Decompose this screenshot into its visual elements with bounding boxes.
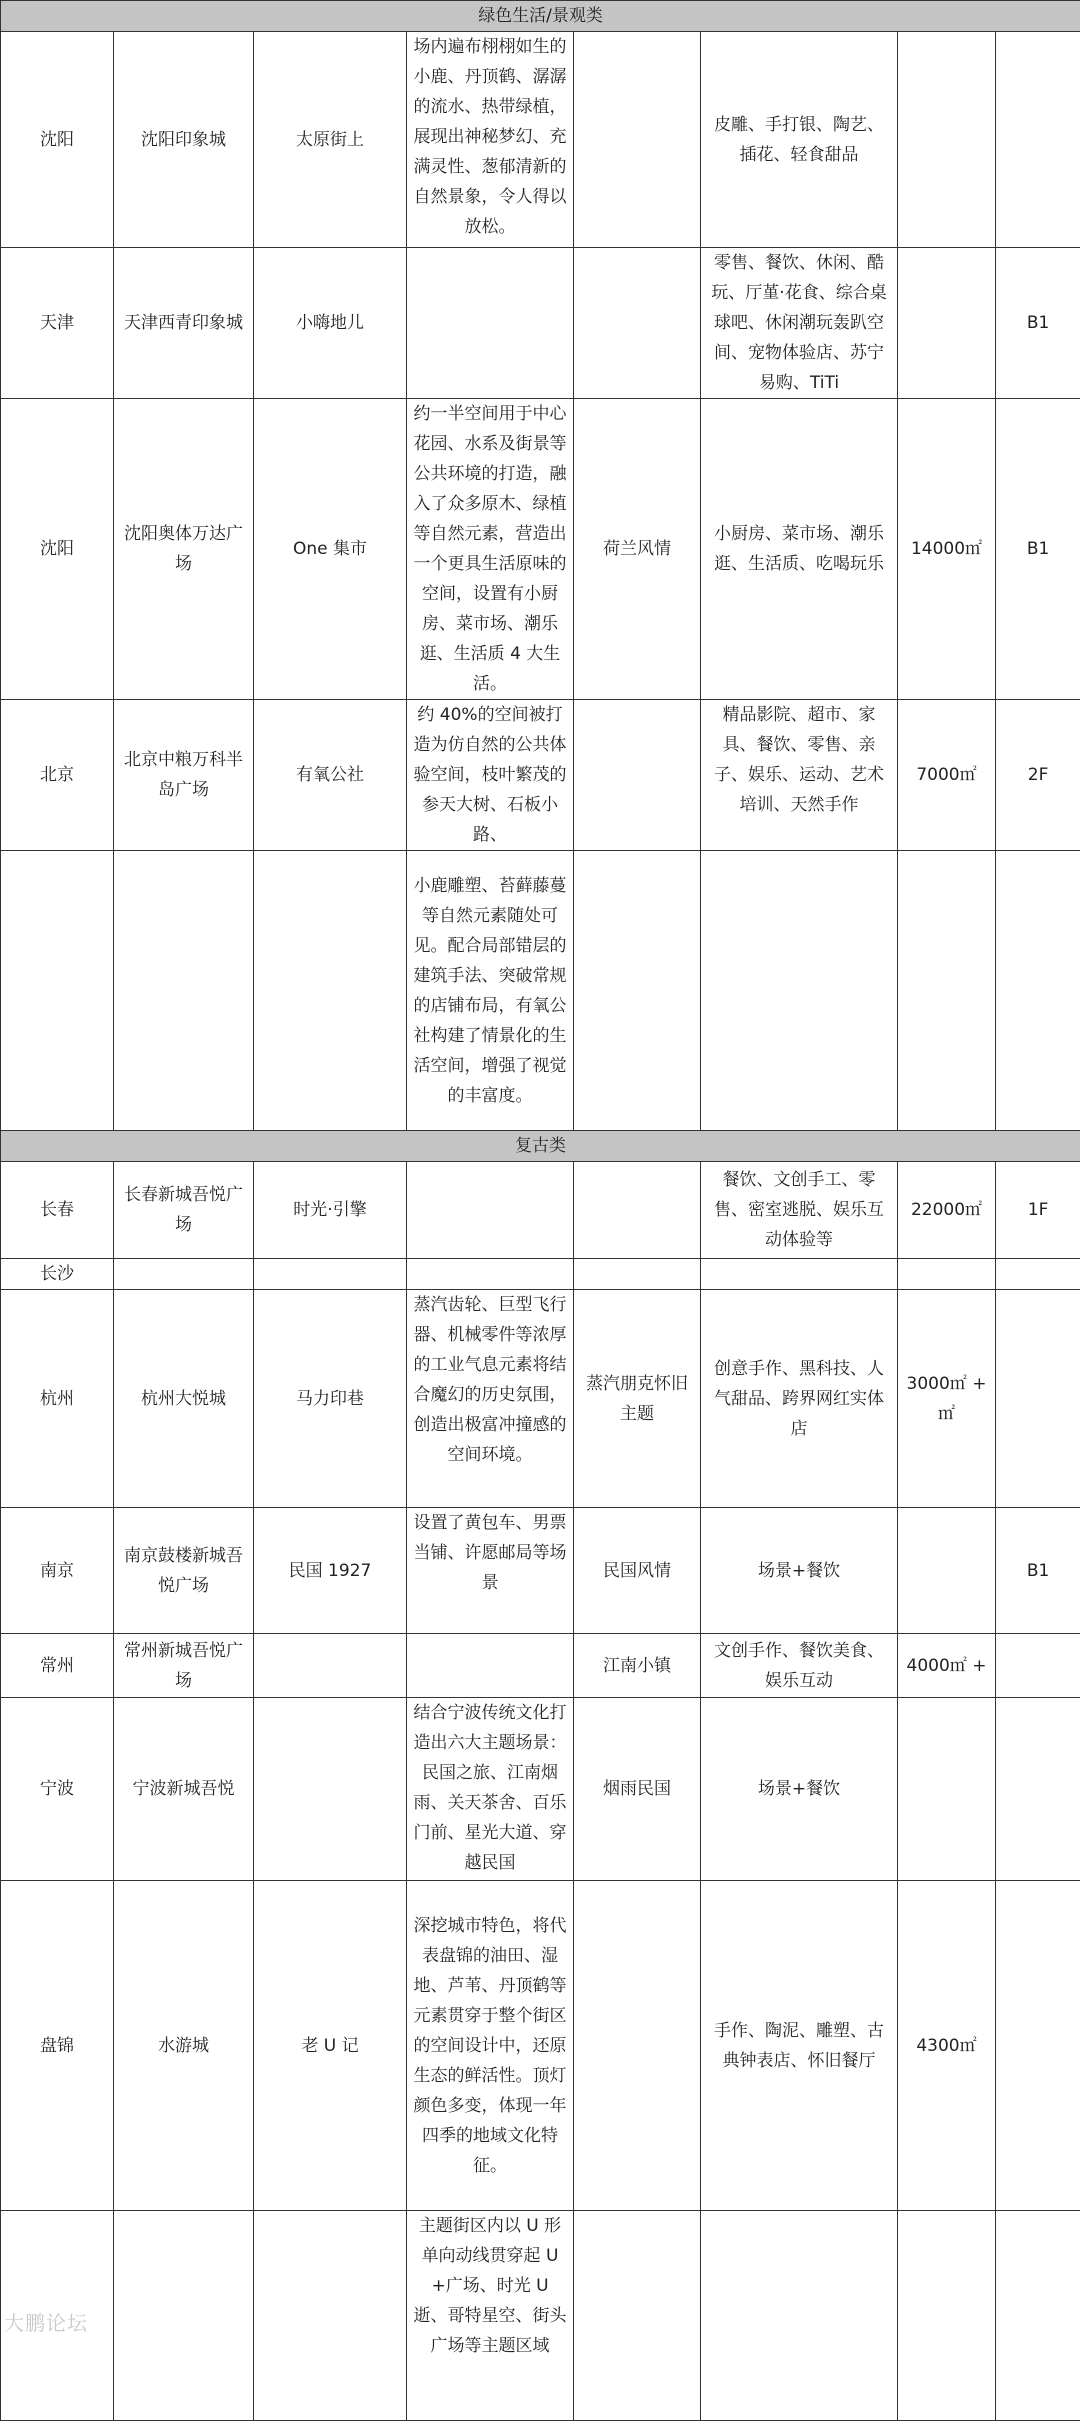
cell-theme xyxy=(574,1162,701,1259)
cell-theme: 荷兰风情 xyxy=(574,399,701,700)
cell-desc: 设置了黄包车、男票当铺、许愿邮局等场景 xyxy=(407,1508,574,1634)
cell-theme xyxy=(574,851,701,1131)
cell-theme xyxy=(574,32,701,248)
cell-block: 有氧公社 xyxy=(254,700,407,851)
table-row xyxy=(1,399,1080,700)
cell-floor xyxy=(996,1881,1080,2211)
cell-formats xyxy=(701,851,898,1131)
cell-desc: 约一半空间用于中心花园、水系及街景等公共环境的打造，融入了众多原木、绿植等自然元素，营造出一个更具生活原味的空间，设置有小厨房、菜市场、潮乐逛、生活质 4 大生活。 xyxy=(407,399,574,700)
cell-desc: 场内遍布栩栩如生的小鹿、丹顶鹤、潺潺的流水、热带绿植，展现出神秘梦幻、充满灵性、葱郁清新的自然景象，令人得以放松。 xyxy=(407,32,574,248)
cell-block xyxy=(254,1634,407,1698)
cell-area: 7000㎡ xyxy=(898,700,996,851)
table-row xyxy=(1,851,1080,1131)
cell-area xyxy=(898,1259,996,1290)
cell-mall: 宁波新城吾悦 xyxy=(114,1698,254,1881)
section-title: 复古类 xyxy=(1,1131,1080,1162)
cell-block: 民国 1927 xyxy=(254,1508,407,1634)
cell-floor xyxy=(996,2211,1080,2421)
watermark: 大鹏论坛 xyxy=(4,2307,88,2336)
cell-block xyxy=(254,1698,407,1881)
cell-area xyxy=(898,851,996,1131)
table-row xyxy=(1,1162,1080,1259)
cell-theme: 民国风情 xyxy=(574,1508,701,1634)
cell-block: One 集市 xyxy=(254,399,407,700)
cell-theme xyxy=(574,1881,701,2211)
cell-block: 时光·引擎 xyxy=(254,1162,407,1259)
cell-block xyxy=(254,2211,407,2421)
cell-formats: 场景+餐饮 xyxy=(701,1508,898,1634)
table-row xyxy=(1,32,1080,248)
cell-mall: 沈阳奥体万达广场 xyxy=(114,399,254,700)
cell-floor xyxy=(996,1634,1080,1698)
cell-formats: 场景+餐饮 xyxy=(701,1698,898,1881)
cell-area xyxy=(898,1698,996,1881)
cell-floor xyxy=(996,851,1080,1131)
cell-floor: 1F xyxy=(996,1162,1080,1259)
cell-formats: 皮雕、手打银、陶艺、插花、轻食甜品 xyxy=(701,32,898,248)
cell-desc: 小鹿雕塑、苔藓藤蔓等自然元素随处可见。配合局部错层的建筑手法、突破常规的店铺布局，有氧公社构建了情景化的生活空间，增强了视觉的丰富度。 xyxy=(407,851,574,1131)
table-row xyxy=(1,1290,1080,1508)
cell-block: 老 U 记 xyxy=(254,1881,407,2211)
cell-city: 长春 xyxy=(1,1162,114,1259)
cell-theme xyxy=(574,2211,701,2421)
cell-area xyxy=(898,32,996,248)
cell-area: 14000㎡ xyxy=(898,399,996,700)
cell-mall: 南京鼓楼新城吾悦广场 xyxy=(114,1508,254,1634)
cell-mall: 沈阳印象城 xyxy=(114,32,254,248)
cell-floor: B1 xyxy=(996,399,1080,700)
table-row xyxy=(1,248,1080,399)
cell-block xyxy=(254,851,407,1131)
cell-formats: 创意手作、黑科技、人气甜品、跨界网红实体店 xyxy=(701,1290,898,1508)
cell-floor: B1 xyxy=(996,248,1080,399)
cell-mall: 天津西青印象城 xyxy=(114,248,254,399)
cell-theme xyxy=(574,248,701,399)
section-header-green xyxy=(1,1,1080,32)
cell-theme xyxy=(574,700,701,851)
cell-area: 3000㎡ + ㎡ xyxy=(898,1290,996,1508)
cell-block: 小嗨地儿 xyxy=(254,248,407,399)
table-row xyxy=(1,2211,1080,2421)
table-row xyxy=(1,700,1080,851)
cell-mall xyxy=(114,851,254,1131)
cell-mall: 杭州大悦城 xyxy=(114,1290,254,1508)
cell-formats: 餐饮、文创手工、零售、密室逃脱、娱乐互动体验等 xyxy=(701,1162,898,1259)
cell-block: 马力印巷 xyxy=(254,1290,407,1508)
cell-area: 22000㎡ xyxy=(898,1162,996,1259)
cell-city: 北京 xyxy=(1,700,114,851)
cell-mall: 长春新城吾悦广场 xyxy=(114,1162,254,1259)
cell-desc: 主题街区内以 U 形单向动线贯穿起 U+广场、时光 U 逝、哥特星空、街头广场等主题区域 xyxy=(407,2211,574,2421)
cell-city: 沈阳 xyxy=(1,399,114,700)
cell-floor xyxy=(996,32,1080,248)
cell-mall: 北京中粮万科半岛广场 xyxy=(114,700,254,851)
cell-city: 天津 xyxy=(1,248,114,399)
table-row xyxy=(1,1698,1080,1881)
cell-formats: 文创手作、餐饮美食、娱乐互动 xyxy=(701,1634,898,1698)
cell-floor xyxy=(996,1698,1080,1881)
section-header-retro xyxy=(1,1131,1080,1162)
cell-area: 4000㎡ + xyxy=(898,1634,996,1698)
cell-block: 太原街上 xyxy=(254,32,407,248)
cell-mall xyxy=(114,2211,254,2421)
cell-desc: 约 40%的空间被打造为仿自然的公共体验空间，枝叶繁茂的参天大树、石板小路、 xyxy=(407,700,574,851)
cell-formats: 小厨房、菜市场、潮乐逛、生活质、吃喝玩乐 xyxy=(701,399,898,700)
cell-desc: 深挖城市特色，将代表盘锦的油田、湿地、芦苇、丹顶鹤等元素贯穿于整个街区的空间设计中，还原生态的鲜活性。顶灯颜色多变，体现一年四季的地域文化特征。 xyxy=(407,1881,574,2211)
cell-city: 南京 xyxy=(1,1508,114,1634)
table-row xyxy=(1,1259,1080,1290)
cell-area xyxy=(898,248,996,399)
cell-city: 杭州 xyxy=(1,1290,114,1508)
cell-formats xyxy=(701,1259,898,1290)
cell-theme: 烟雨民国 xyxy=(574,1698,701,1881)
cell-area: 4300㎡ xyxy=(898,1881,996,2211)
table-row xyxy=(1,1634,1080,1698)
cell-block xyxy=(254,1259,407,1290)
cell-area xyxy=(898,2211,996,2421)
section-title: 绿色生活/景观类 xyxy=(1,1,1080,32)
table-row xyxy=(1,1508,1080,1634)
cell-mall: 常州新城吾悦广场 xyxy=(114,1634,254,1698)
cell-desc xyxy=(407,1162,574,1259)
table-row xyxy=(1,1881,1080,2211)
cell-city: 盘锦 xyxy=(1,1881,114,2211)
cell-desc: 蒸汽齿轮、巨型飞行器、机械零件等浓厚的工业气息元素将结合魔幻的历史氛围，创造出极富冲撞感的空间环境。 xyxy=(407,1290,574,1508)
cell-city xyxy=(1,851,114,1131)
cell-formats: 手作、陶泥、雕塑、古典钟表店、怀旧餐厅 xyxy=(701,1881,898,2211)
cell-area xyxy=(898,1508,996,1634)
cell-city: 沈阳 xyxy=(1,32,114,248)
cell-floor: 2F xyxy=(996,700,1080,851)
cell-floor xyxy=(996,1290,1080,1508)
cell-city: 宁波 xyxy=(1,1698,114,1881)
cell-desc xyxy=(407,248,574,399)
cell-city: 长沙 xyxy=(1,1259,114,1290)
cell-theme xyxy=(574,1259,701,1290)
cell-floor xyxy=(996,1259,1080,1290)
cell-city: 常州 xyxy=(1,1634,114,1698)
cell-mall: 水游城 xyxy=(114,1881,254,2211)
cell-floor: B1 xyxy=(996,1508,1080,1634)
cell-theme: 江南小镇 xyxy=(574,1634,701,1698)
cell-desc xyxy=(407,1259,574,1290)
cell-desc xyxy=(407,1634,574,1698)
cell-formats: 精品影院、超市、家具、餐饮、零售、亲子、娱乐、运动、艺术培训、天然手作 xyxy=(701,700,898,851)
cell-formats xyxy=(701,2211,898,2421)
cell-desc: 结合宁波传统文化打造出六大主题场景：民国之旅、江南烟雨、关天茶舍、百乐门前、星光大道、穿越民国 xyxy=(407,1698,574,1881)
cell-mall xyxy=(114,1259,254,1290)
cell-theme: 蒸汽朋克怀旧主题 xyxy=(574,1290,701,1508)
cell-formats: 零售、餐饮、休闲、酷玩、厅堇·花食、综合桌球吧、休闲潮玩轰趴空间、宠物体验店、苏宁易购、TiTi xyxy=(701,248,898,399)
